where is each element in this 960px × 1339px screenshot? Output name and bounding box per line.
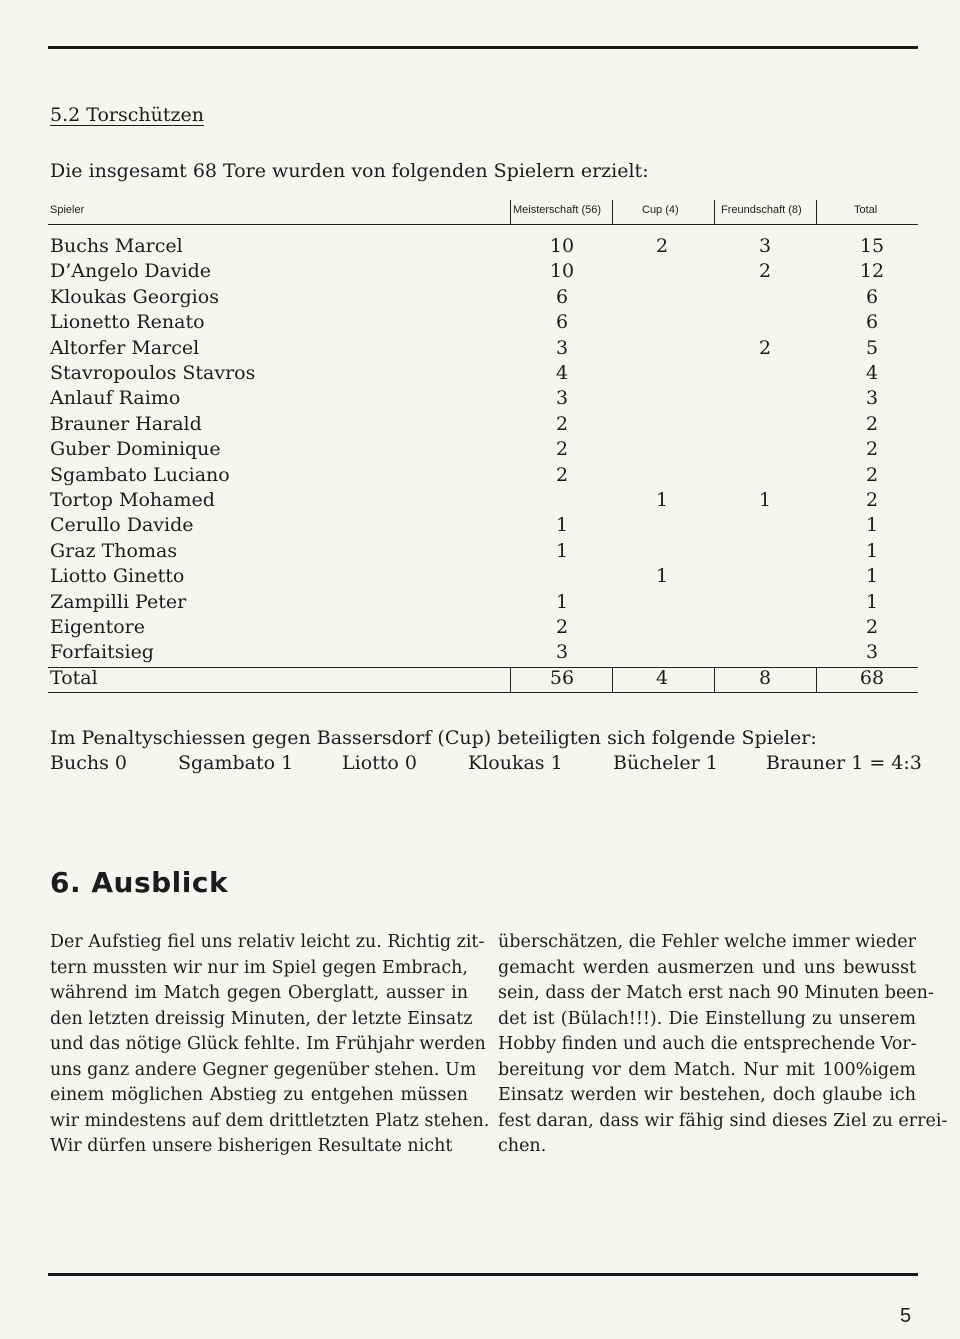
total-divider bbox=[714, 667, 715, 692]
league-goals: 1 bbox=[555, 539, 569, 562]
cup-goals: 2 bbox=[655, 235, 669, 257]
paragraph-line: bereitung vor dem Match. Nur mit 100%igem bbox=[498, 1059, 916, 1080]
paragraph-line: sein, dass der Match erst nach 90 Minuten been- bbox=[498, 983, 934, 1003]
bottom-rule bbox=[48, 1273, 918, 1276]
paragraph-line: Einsatz werden wir bestehen, doch glaube ich bbox=[498, 1085, 916, 1105]
league-goals: 3 bbox=[555, 641, 569, 664]
header-league: Meisterschaft (56) bbox=[513, 204, 602, 216]
paragraph-line: Hobby finden und auch die entsprechende Vor- bbox=[498, 1034, 917, 1054]
header-player: Spieler bbox=[50, 204, 85, 216]
player-name: Sgambato Luciano bbox=[50, 463, 230, 486]
friendly-goals: 3 bbox=[758, 235, 772, 257]
total-goals: 3 bbox=[865, 387, 879, 410]
paragraph-line: tern mussten wir nur im Spiel gegen Embrach, bbox=[50, 957, 468, 978]
table-row bbox=[48, 564, 918, 589]
table-row bbox=[48, 513, 918, 538]
player-name: Tortop Mohamed bbox=[50, 489, 215, 511]
outlook-heading: 6. Ausblick bbox=[50, 866, 229, 899]
league-goals: 2 bbox=[555, 412, 569, 435]
player-name: Eigentore bbox=[50, 616, 145, 638]
total-goals: 4 bbox=[865, 362, 879, 384]
penalty-player: Liotto 0 bbox=[342, 752, 417, 774]
total-goals: 12 bbox=[859, 260, 885, 283]
table-row bbox=[48, 285, 918, 310]
table-row bbox=[48, 590, 918, 615]
player-name: Altorfer Marcel bbox=[50, 336, 200, 359]
table-row bbox=[48, 412, 918, 437]
league-goals: 10 bbox=[549, 260, 575, 283]
total-goals: 1 bbox=[865, 590, 879, 613]
table-row bbox=[48, 259, 918, 284]
total-goals: 2 bbox=[865, 412, 879, 435]
player-name: Forfaitsieg bbox=[50, 641, 154, 664]
player-name: Brauner Harald bbox=[50, 412, 202, 435]
league-goals: 6 bbox=[555, 311, 569, 334]
total-divider bbox=[612, 667, 613, 692]
page-number: 5 bbox=[900, 1305, 912, 1327]
total-goals: 6 bbox=[865, 285, 879, 308]
paragraph-line: einem möglichen Abstieg zu entgehen müssen bbox=[50, 1085, 468, 1105]
league-goals: 2 bbox=[555, 463, 569, 486]
table-row bbox=[48, 488, 918, 513]
player-name: Anlauf Raimo bbox=[50, 387, 181, 410]
friendly-goals: 2 bbox=[758, 260, 772, 283]
total-goals: 15 bbox=[859, 235, 885, 257]
outlook-left-column bbox=[50, 930, 490, 1160]
header-cup: Cup (4) bbox=[642, 204, 679, 216]
league-goals: 6 bbox=[555, 285, 569, 308]
paragraph-line: und das nötige Glück fehlte. Im Frühjahr werden bbox=[50, 1034, 486, 1054]
total-goals: 6 bbox=[865, 311, 879, 334]
outlook-right-column bbox=[498, 930, 948, 1160]
header-rule bbox=[48, 224, 918, 225]
header-divider bbox=[612, 200, 613, 224]
paragraph-line: wir mindestens auf dem drittletzten Platz stehen. bbox=[50, 1110, 490, 1131]
paragraph-line: den letzten dreissig Minuten, der letzte Einsatz bbox=[50, 1008, 473, 1029]
cup-goals: 4 bbox=[655, 666, 669, 689]
cup-goals: 1 bbox=[655, 489, 669, 511]
table-total-row bbox=[48, 666, 918, 691]
total-goals: 1 bbox=[865, 514, 879, 537]
table-row bbox=[48, 640, 918, 665]
penalty-player: Kloukas 1 bbox=[468, 752, 563, 774]
table-row bbox=[48, 437, 918, 462]
table-bottom-rule bbox=[48, 692, 918, 693]
cup-goals: 1 bbox=[655, 565, 669, 588]
table-row bbox=[48, 234, 918, 259]
penalty-player: Buchs 0 bbox=[50, 752, 127, 774]
friendly-goals: 1 bbox=[758, 489, 772, 511]
paragraph-line: während im Match gegen Oberglatt, ausser in bbox=[50, 983, 468, 1003]
table-row bbox=[48, 361, 918, 386]
friendly-goals: 2 bbox=[758, 336, 772, 359]
league-goals: 56 bbox=[549, 666, 575, 689]
scorer-table bbox=[48, 200, 918, 689]
player-name: Stavropoulos Stavros bbox=[50, 362, 256, 384]
league-goals: 2 bbox=[555, 616, 569, 638]
league-goals: 1 bbox=[555, 514, 569, 537]
friendly-goals: 8 bbox=[758, 666, 772, 689]
league-goals: 4 bbox=[555, 362, 569, 384]
player-name: Liotto Ginetto bbox=[50, 565, 185, 588]
total-divider bbox=[510, 667, 511, 692]
paragraph-line: Der Aufstieg fiel uns relativ leicht zu. Richtig zit- bbox=[50, 932, 485, 952]
intro-text: Die insgesamt 68 Tore wurden von folgenden Spielern erzielt: bbox=[50, 160, 649, 182]
table-header bbox=[48, 200, 918, 224]
player-name: D’Angelo Davide bbox=[50, 260, 211, 283]
paragraph-line: chen. bbox=[498, 1136, 547, 1156]
paragraph-line: det ist (Bülach!!!). Die Einstellung zu unserem bbox=[498, 1008, 916, 1029]
top-rule bbox=[48, 46, 918, 49]
player-name: Total bbox=[50, 666, 98, 689]
total-goals: 1 bbox=[865, 539, 879, 562]
total-goals: 2 bbox=[865, 489, 879, 511]
paragraph-line: fest daran, dass wir fähig sind dieses Ziel zu errei- bbox=[498, 1110, 948, 1131]
header-friendly: Freundschaft (8) bbox=[721, 204, 802, 216]
league-goals: 3 bbox=[555, 336, 569, 359]
table-row bbox=[48, 615, 918, 640]
table-row bbox=[48, 310, 918, 335]
total-goals: 2 bbox=[865, 463, 879, 486]
header-divider bbox=[510, 200, 511, 224]
header-total: Total bbox=[854, 204, 878, 216]
total-goals: 5 bbox=[865, 336, 879, 359]
penalty-player: Sgambato 1 bbox=[178, 752, 294, 774]
player-name: Cerullo Davide bbox=[50, 514, 194, 537]
table-row bbox=[48, 463, 918, 488]
total-goals: 2 bbox=[865, 616, 879, 638]
paragraph-line: Wir dürfen unsere bisherigen Resultate nicht bbox=[50, 1136, 453, 1156]
penalty-player: Brauner 1 = 4:3 bbox=[766, 752, 922, 774]
total-goals: 68 bbox=[859, 666, 885, 689]
total-goals: 3 bbox=[865, 641, 879, 664]
total-divider bbox=[816, 667, 817, 692]
player-name: Lionetto Renato bbox=[50, 311, 205, 334]
player-name: Kloukas Georgios bbox=[50, 285, 219, 308]
player-name: Graz Thomas bbox=[50, 539, 178, 562]
total-rule bbox=[48, 667, 918, 668]
table-row bbox=[48, 386, 918, 411]
penalty-intro: Im Penaltyschiessen gegen Bassersdorf (Cup) beteiligten sich folgende Spieler: bbox=[50, 727, 817, 749]
league-goals: 10 bbox=[549, 235, 575, 257]
league-goals: 3 bbox=[555, 387, 569, 410]
total-goals: 1 bbox=[865, 565, 879, 588]
league-goals: 2 bbox=[555, 438, 569, 461]
paragraph-line: überschätzen, die Fehler welche immer wieder bbox=[498, 932, 916, 952]
header-divider bbox=[714, 200, 715, 224]
paragraph-line: gemacht werden ausmerzen und uns bewusst bbox=[498, 957, 916, 978]
total-goals: 2 bbox=[865, 438, 879, 461]
penalty-player: Bücheler 1 bbox=[613, 752, 718, 774]
section-title: 5.2 Torschützen bbox=[50, 104, 204, 126]
player-name: Zampilli Peter bbox=[50, 590, 187, 613]
header-divider bbox=[816, 200, 817, 224]
table-row bbox=[48, 539, 918, 564]
league-goals: 1 bbox=[555, 590, 569, 613]
player-name: Guber Dominique bbox=[50, 438, 221, 461]
table-row bbox=[48, 336, 918, 361]
player-name: Buchs Marcel bbox=[50, 235, 183, 257]
paragraph-line: uns ganz andere Gegner gegenüber stehen. Um bbox=[50, 1059, 477, 1080]
